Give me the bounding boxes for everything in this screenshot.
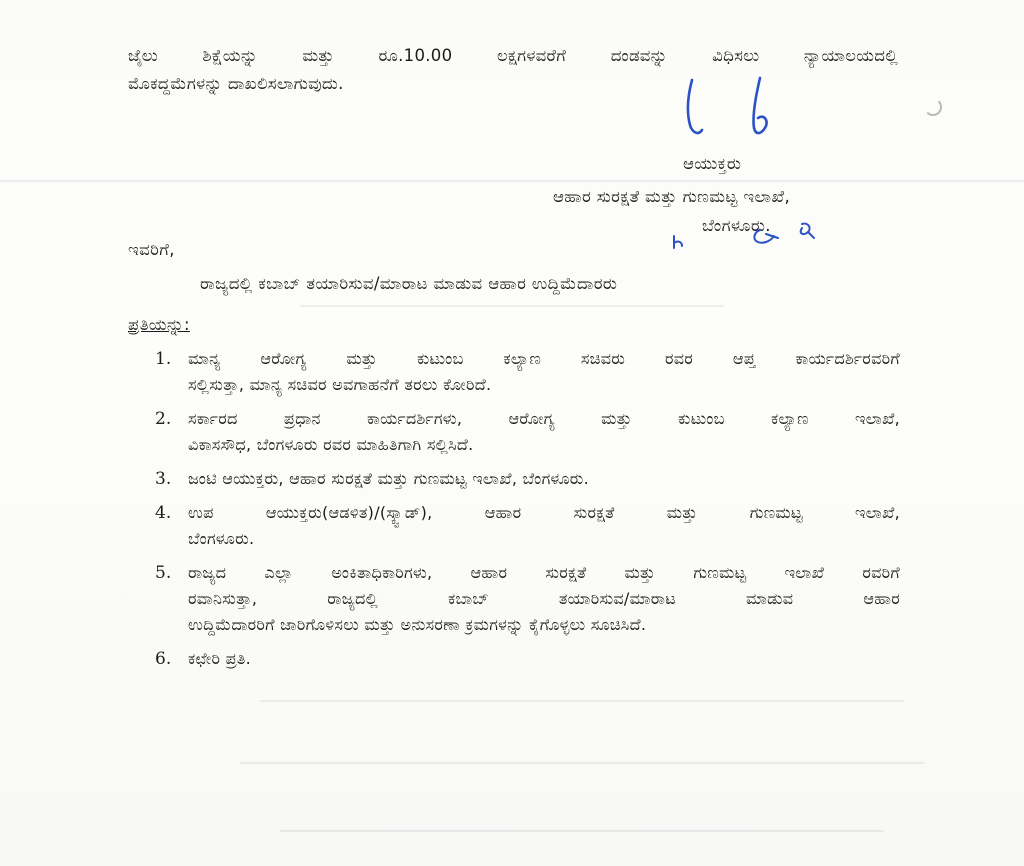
bleed-through-line xyxy=(300,305,724,307)
list-item-line: ಬೆಂಗಳೂರು. xyxy=(188,529,255,548)
paragraph-line: ಮೊಕದ್ದಮೆಗಳನ್ನು ದಾಖಲಿಸಲಾಗುವುದು. xyxy=(128,74,344,93)
list-item-line: ಸಲ್ಲಿಸುತ್ತಾ, ಮಾನ್ಯ ಸಚಿವರ ಅವಗಾಹನೆಗೆ ತರಲು ಕೋರಿದೆ. xyxy=(188,375,492,394)
list-item-line: ಮಾನ್ಯ ಆರೋಗ್ಯ ಮತ್ತು ಕುಟುಂಬ ಕಲ್ಯಾಣ ಸಚಿವರು ರವರ ಆಪ್ತ ಕಾರ್ಯದರ್ಶಿರವರಿಗೆ xyxy=(188,349,900,368)
list-item-line: ಉಪ ಆಯುಕ್ತರು(ಆಡಳಿತ)/(ಸ್ಕ್ವಾಡ್), ಆಹಾರ ಸುರಕ್ಷತೆ ಮತ್ತು ಗುಣಮಟ್ಟ ಇಲಾಖೆ, xyxy=(188,503,900,522)
closing-paragraph xyxy=(128,44,898,96)
list-item xyxy=(155,560,900,638)
list-item xyxy=(155,346,900,398)
scan-artifact xyxy=(924,98,942,116)
department-city: ಬೆಂಗಳೂರು. xyxy=(702,216,771,235)
paragraph-line: ಜೈಲು ಶಿಕ್ಷೆಯನ್ನು ಮತ್ತು ರೂ.10.00 ಲಕ್ಷಗಳವರೆಗೆ ದಂಡವನ್ನು ವಿಧಿಸಲು ನ್ಯಾಯಾಲಯದಲ್ಲಿ xyxy=(128,46,898,65)
addressee-recipient: ರಾಜ್ಯದಲ್ಲಿ ಕಬಾಬ್ ತಯಾರಿಸುವ/ಮಾರಾಟ ಮಾಡುವ ಆಹಾರ ಉದ್ದಿಮೆದಾರರು xyxy=(200,274,618,293)
list-item-number: 5. xyxy=(155,563,172,583)
signature-mark xyxy=(670,70,780,150)
list-item xyxy=(155,466,900,492)
addressee-label: ಇವರಿಗೆ, xyxy=(128,240,175,259)
list-item-number: 2. xyxy=(155,409,172,429)
designation: ಆಯುಕ್ತರು xyxy=(683,154,742,173)
list-item-number: 6. xyxy=(155,649,172,669)
list-item xyxy=(155,406,900,458)
copy-list xyxy=(155,346,900,680)
list-item-line: ಉದ್ದಿಮೆದಾರರಿಗೆ ಜಾರಿಗೊಳಿಸಲು ಮತ್ತು ಅನುಸರಣಾ ಕ್ರಮಗಳನ್ನು ಕೈಗೊಳ್ಳಲು ಸೂಚಿಸಿದೆ. xyxy=(188,615,647,634)
list-item-line: ಸರ್ಕಾರದ ಪ್ರಧಾನ ಕಾರ್ಯದರ್ಶಿಗಳು, ಆರೋಗ್ಯ ಮತ್ತು ಕುಟುಂಬ ಕಲ್ಯಾಣ ಇಲಾಖೆ, xyxy=(188,409,900,428)
list-item-number: 1. xyxy=(155,349,172,369)
list-item-line: ವಿಕಾಸಸೌಧ, ಬೆಂಗಳೂರು ರವರ ಮಾಹಿತಿಗಾಗಿ ಸಲ್ಲಿಸಿದೆ. xyxy=(188,435,474,454)
list-item-line: ಕಛೇರಿ ಪ್ರತಿ. xyxy=(188,649,252,668)
copies-label: ಪ್ರತಿಯನ್ನು: xyxy=(128,315,190,334)
list-item-number: 3. xyxy=(155,469,172,489)
bleed-through-line xyxy=(0,180,1024,182)
list-item-line: ರಾಜ್ಯದ ಎಲ್ಲಾ ಅಂಕಿತಾಧಿಕಾರಿಗಳು, ಆಹಾರ ಸುರಕ್ಷತೆ ಮತ್ತು ಗುಣಮಟ್ಟ ಇಲಾಖೆ ರವರಿಗೆ xyxy=(188,563,900,582)
bleed-through-line xyxy=(280,830,884,832)
bleed-through-line xyxy=(260,700,904,702)
list-item xyxy=(155,646,900,672)
initials-mark xyxy=(662,216,832,256)
bleed-through-line xyxy=(240,762,924,764)
list-item-number: 4. xyxy=(155,503,172,523)
list-item xyxy=(155,500,900,552)
list-item-line: ಜಂಟಿ ಆಯುಕ್ತರು, ಆಹಾರ ಸುರಕ್ಷತೆ ಮತ್ತು ಗುಣಮಟ್ಟ ಇಲಾಖೆ, ಬೆಂಗಳೂರು. xyxy=(188,469,589,488)
list-item-line: ರವಾನಿಸುತ್ತಾ, ರಾಜ್ಯದಲ್ಲಿ ಕಬಾಬ್ ತಯಾರಿಸುವ/ಮಾರಾಟ ಮಾಡುವ ಆಹಾರ xyxy=(188,589,900,608)
department-name: ಆಹಾರ ಸುರಕ್ಷತೆ ಮತ್ತು ಗುಣಮಟ್ಟ ಇಲಾಖೆ, xyxy=(553,187,791,206)
